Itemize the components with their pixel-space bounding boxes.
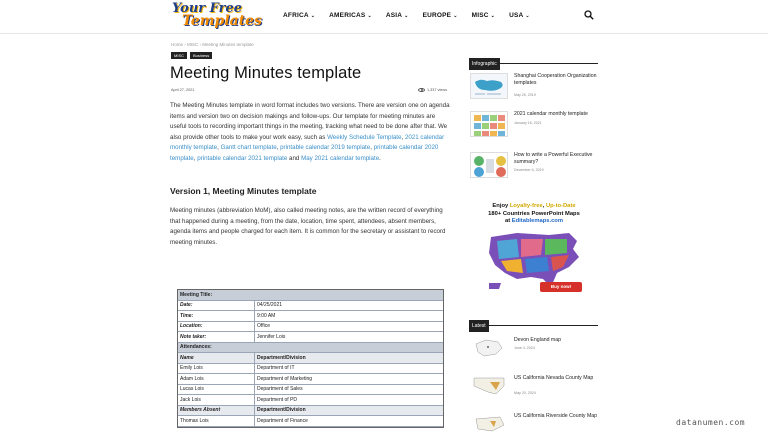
buy-now-button[interactable]: Buy now! xyxy=(540,282,582,292)
latest-heading: Latest xyxy=(469,314,598,326)
main-nav xyxy=(283,12,544,19)
chevron-down-icon: ⌄ xyxy=(310,13,316,19)
link-calendar-2019[interactable]: printable calendar 2019 template xyxy=(280,144,371,151)
table-title-row: Meeting Title: xyxy=(178,290,443,301)
link-calendar-2020[interactable]: printable calendar 2020 template xyxy=(170,144,439,162)
post-date: April 27, 2021 xyxy=(171,88,195,92)
nav-item-usa[interactable]: USA ⌄ xyxy=(509,12,530,19)
post-title[interactable]: 2021 calendar monthly template xyxy=(514,111,588,117)
table-row: Date: 04/25/2021 xyxy=(178,301,443,312)
breadcrumb[interactable]: Home › MISC › Meeting Minutes template xyxy=(171,42,254,47)
post-thumbnail[interactable] xyxy=(470,73,508,99)
post-title[interactable]: Devon England map xyxy=(514,337,562,343)
post-title[interactable]: How to write a Powerful Executive summary? xyxy=(514,152,593,165)
view-count: 1,337 views xyxy=(418,88,447,92)
search-icon[interactable] xyxy=(584,10,594,20)
watermark: datanumen.com xyxy=(676,418,746,427)
post-title[interactable]: US California Riverside County Map xyxy=(514,413,598,419)
table-header-row: Name Department/Division xyxy=(178,353,443,364)
table-row: Time: 9:00 AM xyxy=(178,311,443,322)
table-row: Lucas Lois Department of Sales xyxy=(178,385,443,396)
link-2021-calendar-monthly[interactable]: 2021 calendar monthly template xyxy=(170,133,445,151)
nav-item-misc[interactable]: MISC ⌄ xyxy=(471,12,496,19)
table-row: Thomas Lois Department of Finance xyxy=(178,416,443,427)
section-paragraph: Meeting minutes (abbreviation MoM), also called meeting notes, are the written record of everything that happened during a meeting, from the date, location, time spent, attendees, absent members, agenda items and people charged for each item. It is common for the secretary or assistant to record meeting minutes. xyxy=(170,207,446,246)
meeting-minutes-table xyxy=(177,289,444,428)
table-row: Emily Lois Department of IT xyxy=(178,364,443,375)
post-date: May 20, 2024 xyxy=(514,391,536,395)
link-gantt-chart[interactable]: Gantt chart template xyxy=(220,144,277,151)
table-section-row: Attendances: xyxy=(178,343,443,354)
post-thumbnail[interactable] xyxy=(470,411,508,432)
post-thumbnail[interactable] xyxy=(470,372,508,398)
table-row: Note taker: Jennifer Lois xyxy=(178,332,443,343)
table-row: Location: Office xyxy=(178,322,443,333)
link-may-2021-calendar[interactable]: May 2021 calendar template xyxy=(301,154,380,162)
post-date: May 25, 2019 xyxy=(514,93,536,97)
chevron-down-icon: ⌄ xyxy=(404,13,409,19)
link-calendar-2021[interactable]: printable calendar 2021 template xyxy=(197,154,288,162)
nav-item-americas[interactable]: AMERICAS ⌄ xyxy=(329,12,372,19)
site-logo[interactable]: Your Free Templates xyxy=(172,1,262,29)
editablemaps-ad[interactable] xyxy=(477,203,591,298)
post-thumbnail[interactable] xyxy=(470,111,508,137)
infographic-heading: Infographic xyxy=(469,52,598,64)
post-thumbnail[interactable] xyxy=(470,152,508,178)
chevron-down-icon: ⌄ xyxy=(525,13,530,19)
post-date: December 6, 2019 xyxy=(514,168,544,172)
chevron-down-icon: ⌄ xyxy=(453,13,458,19)
chevron-down-icon: ⌄ xyxy=(490,13,496,19)
chevron-down-icon: ⌄ xyxy=(367,13,372,19)
page-title: Meeting Minutes template xyxy=(170,64,362,82)
category-tags xyxy=(171,52,212,59)
table-row: Jack Lois Department of PD xyxy=(178,395,443,406)
nav-item-asia[interactable]: ASIA ⌄ xyxy=(385,12,409,19)
section-heading: Version 1, Meeting Minutes template xyxy=(170,186,317,196)
table-row: Adam Lois Department of Marketing xyxy=(178,374,443,385)
tag-misc[interactable]: MISC xyxy=(171,52,187,59)
table-header-row: Members Absent Department/Division xyxy=(178,406,443,417)
post-date: June 4, 2024 xyxy=(514,346,535,350)
eye-icon xyxy=(418,88,425,92)
post-thumbnail[interactable] xyxy=(470,334,508,360)
intro-paragraph: The Meeting Minutes template in word format includes two versions. There are version one on agenda items and version two on decision makings and follow-ups. Our template for meeting minutes are useful tools to recording important things in the meeting, tracking what need to be done after that. We also provide other tools to make your work easy, such as Weekly Schedule Template, 2021 calendar monthly template, Gantt chart template, printable calendar 2019 template, printable calendar 2020 template, printable calendar 2021 template and May 2021 calendar template. xyxy=(170,102,450,162)
nav-item-europe[interactable]: EUROPE ⌄ xyxy=(422,12,458,19)
post-title[interactable]: Shanghai Cooperation Organization templates xyxy=(514,73,597,86)
site-header xyxy=(0,0,768,34)
post-date: January 16, 2021 xyxy=(514,121,542,125)
post-title[interactable]: US California Nevada County Map xyxy=(514,375,594,381)
tag-business[interactable]: Business xyxy=(190,52,212,59)
link-weekly-schedule[interactable]: Weekly Schedule Template xyxy=(327,133,402,141)
ad-text: Enjoy Loyalty-free, Up-to-Date 180+ Countries PowerPoint Maps at Editablemaps.com xyxy=(488,203,580,224)
nav-item-africa[interactable]: AFRICA ⌄ xyxy=(283,12,316,19)
